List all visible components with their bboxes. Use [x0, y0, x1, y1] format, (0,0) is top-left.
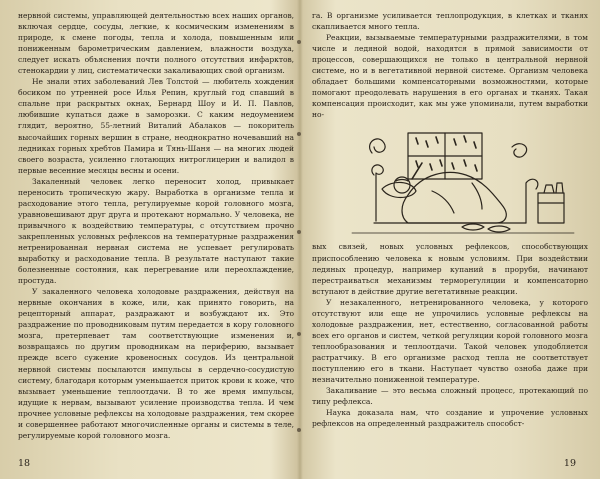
paragraph: У незакаленного, нетренированного человека, у которого отсутствуют или еще не упрочились условные рефлексы на холодовые раздражения, нет, естественно, согласованной работы всех его органов и систем, четкой регуляции корой головного мозга теплообразования и теплоотдачи. Такой человек уподобляется растратчику. В его организме расход тепла не соответствует поступлению его в ткани. Наступает чувство озноба даже при незначительно пониженной температуре.	[312, 297, 588, 385]
page-number: 19	[563, 458, 576, 469]
paragraph: Закаленный человек легко переносит холод, привыкает переносить тропическую жару. Выработка в организме тепла и расходование этого тепла, регулируемые корой головного мозга, уравновешивают друг друга и протекают нормально. У человека, не привычного к воздействию температуры, с отсутствием прочно закрепленных условных рефлексов на температурные раздражения нетренированная нервная система не успевает регулировать выработку и расходование тепла. В результате наступают такие болезненные состояния, как перегревание или переохлаждение, простуда.	[18, 176, 294, 286]
right-page	[306, 0, 590, 479]
illustration-sick-person-in-bed	[312, 123, 588, 239]
paragraph: У закаленного человека холодовые раздражения, действуя на нервные окончания в коже, или, как принято говорить, на рецепторный аппарат, раздражают и возбуждают их. Это раздражение по проводниковым путям передается в кору головного мозга, претерпевает там соответствующие изменения и, возвращаясь по другим проводникам на периферию, вызывает прежде всего сужение кровеносных сосудов. Из центральной нервной системы посылаются импульсы в сердечно-сосудистую систему, благодаря которым уменьшается приток крови к коже, что вызывает уменьшение теплоотдачи. В то же время импульсы, идущие к нервам, вызывают усиление производства тепла. И чем прочнее условные рефлексы на холодовые раздражения, тем скорее и совершеннее работают многочисленные органы и системы в теле, регулируемые корой головного мозга.	[18, 287, 294, 440]
paragraph: вых связей, новых условных рефлексов, способствующих приспособлению человека к новым условиям. При воздействии ледяных процедур, например купаний в проруби, начинают перестраиваться механизмы терморегуляции и компенсаторно вступают в действие другие вегетативные реакции.	[312, 242, 588, 296]
curl-ornament	[512, 144, 527, 157]
right-text-column	[312, 10, 588, 429]
bottle	[556, 183, 563, 193]
slipper	[488, 226, 510, 232]
page-number: 18	[18, 458, 31, 469]
slipper	[462, 224, 484, 230]
illustration-drawing	[312, 123, 588, 239]
left-page	[12, 0, 296, 479]
bed-headboard	[372, 165, 383, 221]
left-text-column	[18, 10, 294, 441]
curl-ornament	[370, 139, 386, 153]
bedside-table	[538, 193, 564, 223]
paragraph: Реакции, вызываемые температурными раздражителями, в том числе и ледяной водой, находятся в прямой зависимости от процессов, совершающихся не только в центральной нервной системе, но и в вегетативной нервной системе. Организм человека обладает большими компенсаторными возможностями, которые помогают преодолевать нарушения в его органах и тканях. Такая компенсация происходит, как мы уже упоминали, путем выработки но-	[312, 33, 588, 120]
paragraph: га. В организме усиливается теплопродукция, в клетках и тканях скапливается много тепла.	[312, 11, 588, 32]
rain-drops	[416, 136, 477, 171]
cup	[544, 185, 554, 193]
paragraph: Не знали этих заболеваний Лев Толстой — любитель хождения босиком по утренней росе Илья Репин, круглый год спавший в спальне при раскрытых окнах, Бернард Шоу и И. П. Павлов, любившие купаться даже в заморозки. С каким недоумением глядит, вероятно, 55-летний Виталий Абалаков — покоритель высочайших горных вершин в стране, неоднократно ночевавший на ледниках горных хребтов Памира и Тянь-Шаня — на многих людей своего возраста, усиленно глотающих нитроглицерин и валидол в первые весенние месяцы весны и осени.	[18, 77, 294, 175]
bed-footboard	[526, 180, 538, 224]
blanket	[402, 173, 506, 224]
paragraph: нервной системы, управляющей деятельностью всех наших органов, включая сердце, сосуды, легкие, к космическим изменениям в природе, к смене погоды, тепла и холода, повышенным или пониженным барометрическим давлением, влажности воздуха, следует искать объяснения почти полного отсутствия инфарктов, стенокардии у лиц, систематически закаливающих свой организм.	[18, 11, 294, 76]
paragraph: Наука доказала нам, что создание и упрочение условных рефлексов на определенный раздражитель способст-	[312, 408, 588, 429]
paragraph: Закаливание — это весьма сложный процесс, протекающий по типу рефлекса.	[312, 386, 588, 407]
